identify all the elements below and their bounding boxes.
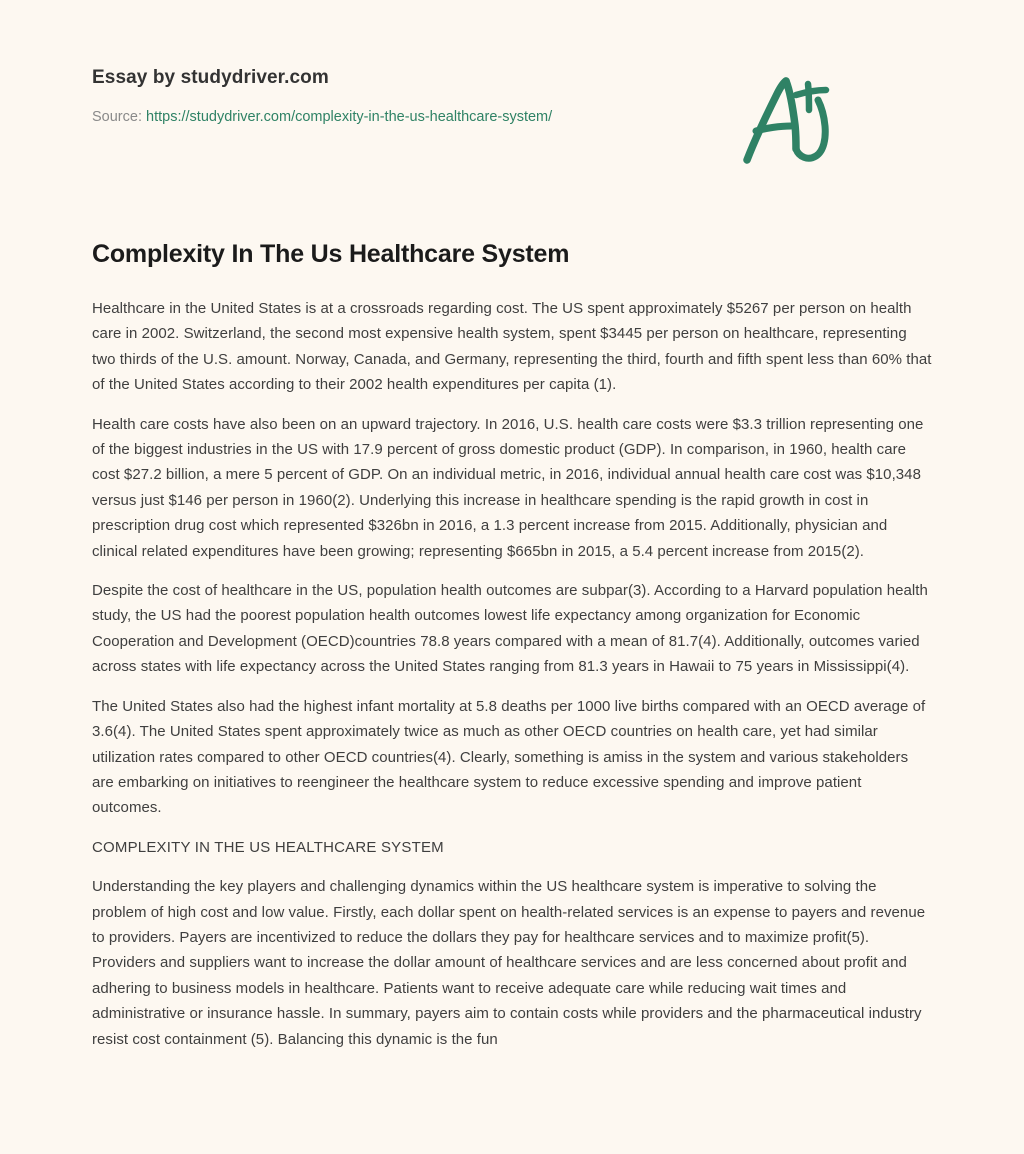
body-paragraph: Healthcare in the United States is at a crossroads regarding cost. The US spent approximately $5267 per person on health care in 2002. Switzerland, the second most expensive health system, spent $3445 per person on healthcare, representing two thirds of the U.S. amount. Norway, Canada, and Germany, representing the third, fourth and fifth spent less than 60% that of the United States according to their 2002 health expenditures per capita (1). <box>92 300 932 394</box>
essay-byline: Essay by studydriver.com <box>92 67 329 88</box>
document-header <box>92 0 932 125</box>
source-label: Source: <box>92 109 142 125</box>
body-paragraph-truncated: Understanding the key players and challenging dynamics within the US healthcare system is imperative to solving the problem of high cost and low value. Firstly, each dollar spent on health-related services is an expense to payers and revenue to providers. Payers are incentivized to reduce the dollars they pay for healthcare services and to maximize profit(5). Providers and suppliers want to increase the dollar amount of healthcare services and are less concerned about profit and adhering to business models in healthcare. Patients want to receive adequate care while reducing wait times and administrative or insurance hassle. In summary, payers aim to contain costs while providers and the pharmaceutical industry resist cost containment (5). Balancing this dynamic is the fun <box>92 878 926 1048</box>
section-heading: COMPLEXITY IN THE US HEALTHCARE SYSTEM <box>92 838 444 856</box>
body-paragraph: Health care costs have also been on an upward trajectory. In 2016, U.S. health care costs were $3.3 trillion representing one of the biggest industries in the US with 17.9 percent of gross domestic product (GDP). In comparison, in 1960, health care cost $27.2 billion, a mere 5 percent of GDP. On an individual metric, in 2016, individual annual health care cost was $10,348 versus just $146 per person in 1960(2). Underlying this increase in healthcare spending is the rapid growth in cost in prescription drug cost which represented $326bn in 2016, a 1.3 percent increase from 2015. Additionally, physician and clinical related expenditures have been growing; representing $665bn in 2015, a 5.4 percent increase from 2015(2). <box>92 415 924 560</box>
body-paragraph: Despite the cost of healthcare in the US, population health outcomes are subpar(3). According to a Harvard population health study, the US had the poorest population health outcomes lowest life expectancy among organization for Economic Cooperation and Development (OECD)countries 78.8 years compared with a mean of 81.7(4). Additionally, outcomes varied across states with life expectancy across the United States ranging from 81.3 years in Hawaii to 75 years in Mississippi(4). <box>92 582 928 676</box>
source-url-link[interactable]: https://studydriver.com/complexity-in-the-us-healthcare-system/ <box>146 109 553 125</box>
studydriver-a-plus-logo-icon <box>736 68 840 172</box>
document-body <box>92 296 932 1052</box>
page-title: Complexity In The Us Healthcare System <box>92 240 570 268</box>
body-paragraph: The United States also had the highest infant mortality at 5.8 deaths per 1000 live births compared with an OECD average of 3.6(4). The United States spent approximately twice as much as other OECD countries on health care, yet had similar utilization rates compared to other OECD countries(4). Clearly, something is amiss in the system and various stakeholders are embarking on initiatives to reengineer the healthcare system to reduce excessive spending and improve patient outcomes. <box>92 697 926 817</box>
